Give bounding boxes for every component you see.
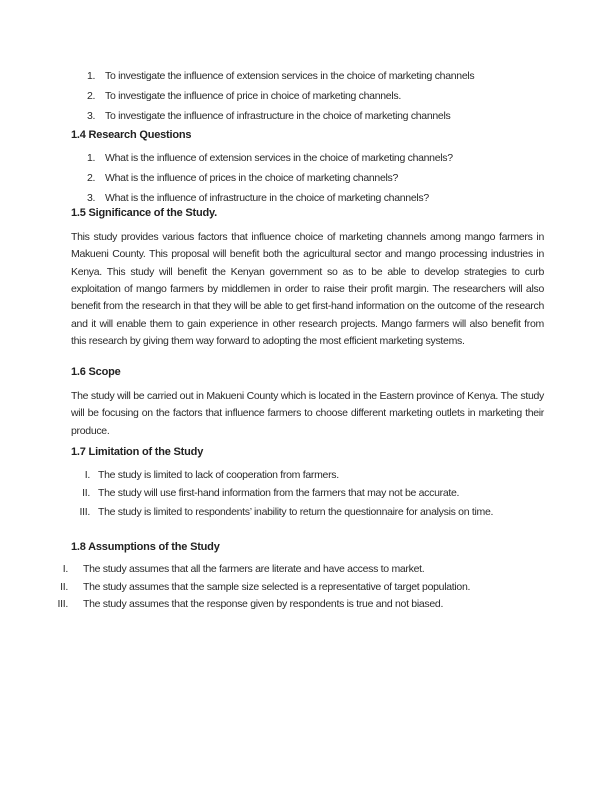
list-item-text: What is the influence of infrastructure in the choice of marketing channels? — [105, 192, 429, 204]
list-item — [49, 561, 544, 579]
list-item-text: To investigate the influence of extension services in the choice of marketing channels — [105, 70, 475, 82]
list-item — [64, 503, 544, 521]
list-marker: I. — [62, 563, 68, 575]
list-item — [87, 66, 547, 86]
list-item — [87, 148, 547, 168]
list-marker: 1. — [87, 70, 96, 82]
list-item-text: The study assumes that all the farmers are literate and have access to market. — [83, 563, 425, 575]
list-marker: 2. — [87, 90, 96, 102]
list-marker: 3. — [87, 110, 96, 122]
list-item-text: The study is limited to respondents’ inability to return the questionnaire for analysis on time. — [98, 505, 494, 518]
list-marker: III. — [57, 598, 68, 610]
objectives-list — [87, 66, 547, 126]
list-item-text: The study is limited to lack of cooperation from farmers. — [98, 469, 339, 481]
list-item-text: What is the influence of prices in the choice of marketing channels? — [105, 172, 399, 184]
list-item — [64, 466, 544, 484]
section-heading-research-questions: 1.4 Research Questions — [71, 129, 192, 141]
list-item — [87, 106, 547, 126]
research-questions-list — [87, 148, 547, 208]
list-item-text: The study will use first-hand information from the farmers that may not be accurate. — [98, 487, 460, 500]
list-item — [49, 596, 544, 614]
section-heading-scope: 1.6 Scope — [71, 366, 121, 378]
list-item-text: To investigate the influence of price in choice of marketing channels. — [105, 90, 401, 102]
list-marker: II. — [60, 580, 68, 593]
list-marker: 3. — [87, 192, 96, 204]
list-item — [87, 168, 547, 188]
list-marker: II. — [82, 487, 90, 500]
section-heading-significance: 1.5 Significance of the Study. — [71, 207, 217, 219]
list-item — [49, 579, 544, 597]
list-item-text: The study assumes that the sample size selected is a representative of target population. — [83, 580, 471, 593]
list-marker: I. — [84, 469, 90, 481]
list-item-text: The study assumes that the response given by respondents is true and not biased. — [83, 598, 444, 610]
scope-paragraph: The study will be carried out in Makueni County which is located in the Eastern province of Kenya. The study will be focusing on the factors that influence farmers to choose different marketing outlets in marketing their produce. — [71, 390, 544, 437]
assumptions-list — [49, 561, 544, 614]
list-marker: 2. — [87, 172, 96, 184]
list-item-text: What is the influence of extension services in the choice of marketing channels? — [105, 152, 453, 164]
list-marker: 1. — [87, 152, 96, 164]
limitations-list — [64, 466, 544, 521]
significance-paragraph: This study provides various factors that influence choice of marketing channels among mango farmers in Makueni County. This proposal will benefit both the agricultural sector and mango processing industries in Kenya. This study will benefit the Kenyan government so as to be able to develop strategies to curb exploitation of mango farmers by middlemen in order to raise their profit margin. The researchers will also benefit from the research in that they will be able to get first-hand information on the outcome of the research and it will enable them to gain experience in other research projects. Mango farmers will also benefit from this research by giving them way forward to adopting the most efficient marketing systems. — [71, 231, 544, 347]
list-item — [64, 484, 544, 502]
section-heading-assumptions: 1.8 Assumptions of the Study — [71, 541, 220, 553]
list-marker: III. — [79, 505, 90, 518]
list-item — [87, 86, 547, 106]
section-heading-limitations: 1.7 Limitation of the Study — [71, 446, 204, 458]
list-item-text: To investigate the influence of infrastructure in the choice of marketing channels — [105, 110, 451, 122]
